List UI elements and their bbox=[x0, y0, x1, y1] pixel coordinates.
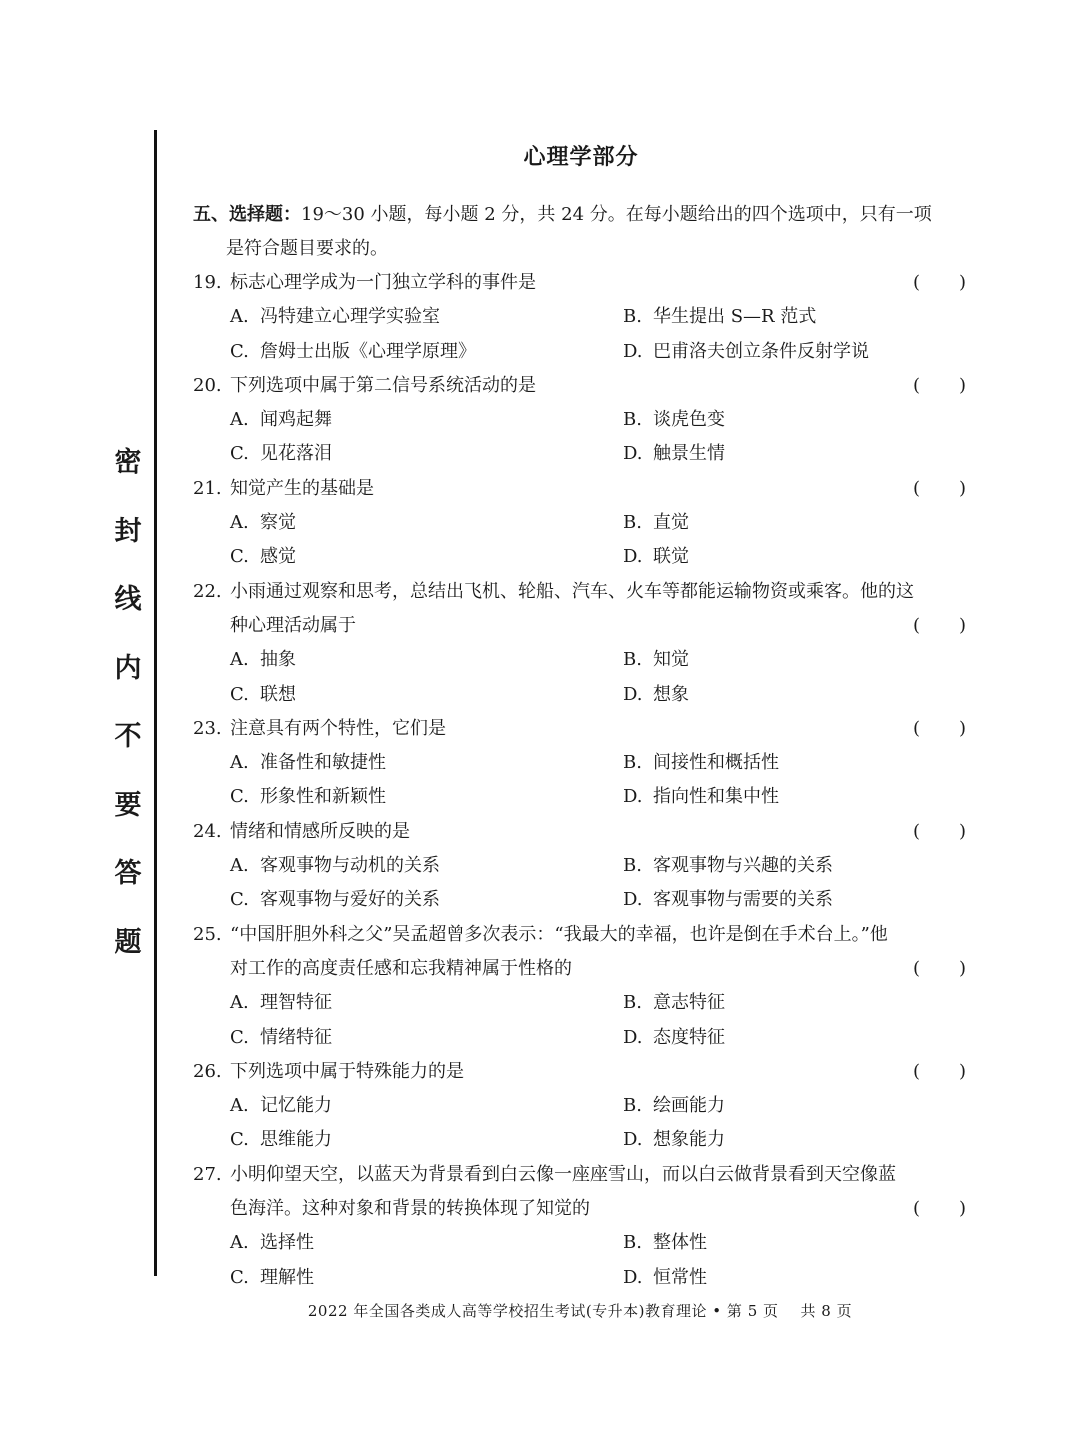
option-text: 詹姆士出版《心理学原理》 bbox=[260, 340, 476, 362]
option-b bbox=[623, 1089, 725, 1123]
bracket-open: ( bbox=[913, 717, 921, 739]
question-number: 26. bbox=[193, 1060, 222, 1082]
option-text: 理智特征 bbox=[260, 992, 332, 1014]
option-key: A. bbox=[230, 649, 249, 671]
seal-text bbox=[108, 448, 148, 996]
option-text: 意志特征 bbox=[653, 992, 725, 1014]
bracket-open: ( bbox=[913, 272, 921, 293]
question-text: 小雨通过观察和思考，总结出飞机、轮船、汽车、火车等都能运输物资或乘客。他的这 bbox=[230, 580, 914, 602]
option-text: 准备性和敏捷性 bbox=[260, 752, 386, 774]
option-d bbox=[623, 780, 779, 814]
options-row bbox=[193, 300, 973, 334]
question-number: 22. bbox=[193, 580, 222, 602]
option-b bbox=[623, 643, 689, 677]
options-row bbox=[193, 1021, 973, 1055]
section-title: 心理学部分 bbox=[523, 144, 639, 170]
option-text: 绘画能力 bbox=[653, 1095, 725, 1117]
option-text: 见花落泪 bbox=[260, 443, 332, 465]
option-a bbox=[230, 643, 296, 677]
page-footer bbox=[0, 1300, 1080, 1321]
question-item bbox=[193, 369, 973, 472]
options-row bbox=[193, 540, 973, 574]
question-stem bbox=[193, 1158, 973, 1192]
bracket-close: ) bbox=[959, 272, 967, 293]
option-a bbox=[230, 849, 440, 883]
question-text: 注意具有两个特性，它们是 bbox=[230, 717, 446, 739]
question-stem-cont bbox=[193, 952, 973, 986]
option-d bbox=[623, 883, 833, 917]
instructions-text: 19～30 小题，每小题 2 分，共 24 分。在每小题给出的四个选项中，只有一项 bbox=[301, 204, 932, 225]
option-key: A. bbox=[230, 1232, 249, 1254]
seal-char: 内 bbox=[114, 652, 142, 684]
bracket-open: ( bbox=[913, 614, 921, 636]
option-key: D. bbox=[623, 889, 643, 911]
option-d bbox=[623, 1021, 725, 1055]
option-text: 华生提出 S—R 范式 bbox=[653, 306, 817, 328]
answer-bracket bbox=[913, 815, 973, 849]
question-number: 27. bbox=[193, 1163, 222, 1185]
option-a bbox=[230, 746, 386, 780]
bracket-close: ) bbox=[959, 717, 967, 739]
option-text: 巴甫洛夫创立条件反射学说 bbox=[653, 340, 869, 362]
option-text: 联觉 bbox=[653, 546, 689, 568]
question-item bbox=[193, 1055, 973, 1158]
option-text: 感觉 bbox=[260, 546, 296, 568]
option-d bbox=[623, 437, 725, 471]
option-key: B. bbox=[623, 306, 642, 328]
bracket-close: ) bbox=[959, 957, 967, 979]
answer-bracket bbox=[913, 952, 973, 986]
option-b bbox=[623, 849, 833, 883]
answer-bracket bbox=[913, 266, 973, 300]
option-text: 抽象 bbox=[260, 649, 296, 671]
option-text: 客观事物与动机的关系 bbox=[260, 855, 440, 877]
question-item bbox=[193, 266, 973, 369]
question-text: “中国肝胆外科之父”吴孟超曾多次表示：“我最大的幸福，也许是倒在手术台上。”他 bbox=[230, 923, 888, 945]
bracket-open: ( bbox=[913, 957, 921, 979]
option-key: A. bbox=[230, 855, 249, 877]
option-a bbox=[230, 403, 332, 437]
bracket-close: ) bbox=[959, 820, 967, 842]
option-b bbox=[623, 1226, 707, 1260]
option-key: D. bbox=[623, 786, 643, 808]
bracket-close: ) bbox=[959, 477, 967, 499]
question-text: 对工作的高度责任感和忘我精神属于性格的 bbox=[230, 957, 572, 979]
bracket-open: ( bbox=[913, 1060, 921, 1082]
options-row bbox=[193, 403, 973, 437]
option-c bbox=[230, 780, 386, 814]
answer-bracket bbox=[913, 609, 973, 643]
options-row bbox=[193, 643, 973, 677]
option-a bbox=[230, 1089, 332, 1123]
option-b bbox=[623, 986, 725, 1020]
option-key: C. bbox=[230, 1129, 249, 1151]
option-text: 想象能力 bbox=[653, 1129, 725, 1151]
option-c bbox=[230, 335, 476, 369]
option-text: 理解性 bbox=[260, 1266, 314, 1288]
option-d bbox=[623, 678, 689, 712]
options-row bbox=[193, 506, 973, 540]
option-a bbox=[230, 506, 296, 540]
seal-char: 答 bbox=[114, 858, 142, 889]
option-key: B. bbox=[623, 512, 642, 534]
option-key: A. bbox=[230, 1095, 249, 1117]
instructions-lead: 五、选择题： bbox=[193, 204, 301, 225]
question-number: 19. bbox=[193, 272, 222, 293]
question-list bbox=[193, 266, 973, 1295]
option-key: A. bbox=[230, 512, 249, 534]
option-text: 知觉 bbox=[653, 649, 689, 671]
options-row bbox=[193, 883, 973, 917]
seal-char: 题 bbox=[114, 926, 142, 958]
option-key: C. bbox=[230, 1266, 249, 1288]
option-key: A. bbox=[230, 992, 249, 1014]
option-key: C. bbox=[230, 340, 249, 362]
option-text: 恒常性 bbox=[653, 1266, 707, 1288]
option-c bbox=[230, 678, 296, 712]
question-text: 色海洋。这种对象和背景的转换体现了知觉的 bbox=[230, 1198, 590, 1220]
options-row bbox=[193, 986, 973, 1020]
question-text: 下列选项中属于特殊能力的是 bbox=[230, 1060, 464, 1082]
bracket-close: ) bbox=[959, 614, 967, 636]
option-key: B. bbox=[623, 855, 642, 877]
option-a bbox=[230, 986, 332, 1020]
question-stem bbox=[193, 712, 973, 746]
option-c bbox=[230, 1123, 332, 1157]
option-text: 察觉 bbox=[260, 512, 296, 534]
option-key: B. bbox=[623, 1095, 642, 1117]
option-b bbox=[623, 403, 725, 437]
options-row bbox=[193, 849, 973, 883]
option-text: 态度特征 bbox=[653, 1026, 725, 1048]
question-text: 情绪和情感所反映的是 bbox=[230, 820, 410, 842]
question-number: 25. bbox=[193, 923, 222, 945]
question-text: 种心理活动属于 bbox=[230, 614, 356, 636]
question-item bbox=[193, 712, 973, 815]
exam-content bbox=[193, 198, 973, 1295]
question-stem bbox=[193, 815, 973, 849]
option-key: C. bbox=[230, 889, 249, 911]
question-item bbox=[193, 815, 973, 918]
question-item bbox=[193, 472, 973, 575]
option-a bbox=[230, 300, 440, 334]
question-text: 下列选项中属于第二信号系统活动的是 bbox=[230, 374, 536, 396]
option-d bbox=[623, 1123, 725, 1157]
answer-bracket bbox=[913, 1192, 973, 1226]
option-d bbox=[623, 1261, 707, 1295]
option-key: D. bbox=[623, 340, 643, 362]
option-text: 客观事物与爱好的关系 bbox=[260, 889, 440, 911]
option-key: C. bbox=[230, 683, 249, 705]
option-text: 闻鸡起舞 bbox=[260, 409, 332, 431]
option-key: B. bbox=[623, 752, 642, 774]
question-stem bbox=[193, 1055, 973, 1089]
footer-text: 2022 年全国各类成人高等学校招生考试(专升本)教育理论 • 第 5 页 bbox=[307, 1302, 779, 1320]
option-key: D. bbox=[623, 443, 643, 465]
option-text: 冯特建立心理学实验室 bbox=[260, 306, 440, 328]
option-c bbox=[230, 1261, 314, 1295]
option-text: 形象性和新颖性 bbox=[260, 786, 386, 808]
option-key: B. bbox=[623, 992, 642, 1014]
question-number: 24. bbox=[193, 820, 222, 842]
option-text: 情绪特征 bbox=[260, 1026, 332, 1048]
question-stem bbox=[193, 472, 973, 506]
question-stem bbox=[193, 369, 973, 403]
option-key: B. bbox=[623, 409, 642, 431]
question-stem bbox=[193, 266, 973, 300]
question-item bbox=[193, 918, 973, 1055]
options-row bbox=[193, 746, 973, 780]
options-row bbox=[193, 1123, 973, 1157]
option-b bbox=[623, 506, 689, 540]
option-text: 谈虎色变 bbox=[653, 409, 725, 431]
options-row bbox=[193, 1089, 973, 1123]
answer-bracket bbox=[913, 472, 973, 506]
answer-bracket bbox=[913, 712, 973, 746]
options-row bbox=[193, 1226, 973, 1260]
option-text: 客观事物与需要的关系 bbox=[653, 889, 833, 911]
question-item bbox=[193, 1158, 973, 1295]
option-key: B. bbox=[623, 1232, 642, 1254]
seal-char: 密 bbox=[114, 447, 142, 478]
option-key: D. bbox=[623, 1026, 643, 1048]
answer-bracket bbox=[913, 1055, 973, 1089]
bracket-close: ) bbox=[959, 1198, 967, 1220]
footer-total: 共 8 页 bbox=[800, 1302, 853, 1320]
options-row bbox=[193, 1261, 973, 1295]
option-text: 间接性和概括性 bbox=[653, 752, 779, 774]
question-number: 23. bbox=[193, 717, 222, 739]
seal-char: 要 bbox=[114, 789, 142, 821]
option-text: 客观事物与兴趣的关系 bbox=[653, 855, 833, 877]
option-c bbox=[230, 437, 332, 471]
option-c bbox=[230, 540, 296, 574]
option-text: 记忆能力 bbox=[260, 1095, 332, 1117]
option-b bbox=[623, 300, 816, 334]
bracket-open: ( bbox=[913, 1198, 921, 1220]
question-stem bbox=[193, 575, 973, 609]
question-stem bbox=[193, 918, 973, 952]
option-text: 触景生情 bbox=[653, 443, 725, 465]
option-key: C. bbox=[230, 1026, 249, 1048]
seal-char: 封 bbox=[114, 515, 142, 547]
option-c bbox=[230, 1021, 332, 1055]
instructions bbox=[193, 198, 973, 266]
option-key: C. bbox=[230, 786, 249, 808]
option-key: C. bbox=[230, 443, 249, 465]
option-text: 想象 bbox=[653, 683, 689, 705]
question-number: 20. bbox=[193, 374, 222, 396]
instructions-text-cont: 是符合题目要求的。 bbox=[226, 238, 388, 259]
option-text: 思维能力 bbox=[260, 1129, 332, 1151]
question-item bbox=[193, 575, 973, 712]
option-text: 指向性和集中性 bbox=[653, 786, 779, 808]
option-text: 直觉 bbox=[653, 512, 689, 534]
option-key: D. bbox=[623, 683, 643, 705]
question-stem-cont bbox=[193, 609, 973, 643]
question-stem-cont bbox=[193, 1192, 973, 1226]
bracket-close: ) bbox=[959, 374, 967, 396]
seal-char: 不 bbox=[114, 721, 142, 752]
option-key: A. bbox=[230, 409, 249, 431]
question-number: 21. bbox=[193, 477, 222, 499]
option-d bbox=[623, 540, 689, 574]
question-text: 知觉产生的基础是 bbox=[230, 477, 374, 499]
bracket-open: ( bbox=[913, 374, 921, 396]
options-row bbox=[193, 780, 973, 814]
bracket-open: ( bbox=[913, 820, 921, 842]
bracket-open: ( bbox=[913, 477, 921, 499]
option-key: A. bbox=[230, 752, 249, 774]
seal-char: 线 bbox=[114, 584, 142, 615]
option-b bbox=[623, 746, 779, 780]
option-key: B. bbox=[623, 649, 642, 671]
question-text: 小明仰望天空，以蓝天为背景看到白云像一座座雪山，而以白云做背景看到天空像蓝 bbox=[230, 1163, 896, 1185]
option-text: 选择性 bbox=[260, 1232, 314, 1254]
option-a bbox=[230, 1226, 314, 1260]
option-d bbox=[623, 335, 869, 369]
option-key: D. bbox=[623, 546, 643, 568]
seal-line bbox=[154, 130, 157, 1276]
option-key: D. bbox=[623, 1266, 643, 1288]
option-key: C. bbox=[230, 546, 249, 568]
answer-bracket bbox=[913, 369, 973, 403]
option-key: A. bbox=[230, 306, 249, 328]
option-text: 整体性 bbox=[653, 1232, 707, 1254]
options-row bbox=[193, 335, 973, 369]
option-c bbox=[230, 883, 440, 917]
options-row bbox=[193, 678, 973, 712]
question-text: 标志心理学成为一门独立学科的事件是 bbox=[230, 272, 536, 293]
bracket-close: ) bbox=[959, 1060, 967, 1082]
options-row bbox=[193, 437, 973, 471]
option-key: D. bbox=[623, 1129, 643, 1151]
option-text: 联想 bbox=[260, 683, 296, 705]
